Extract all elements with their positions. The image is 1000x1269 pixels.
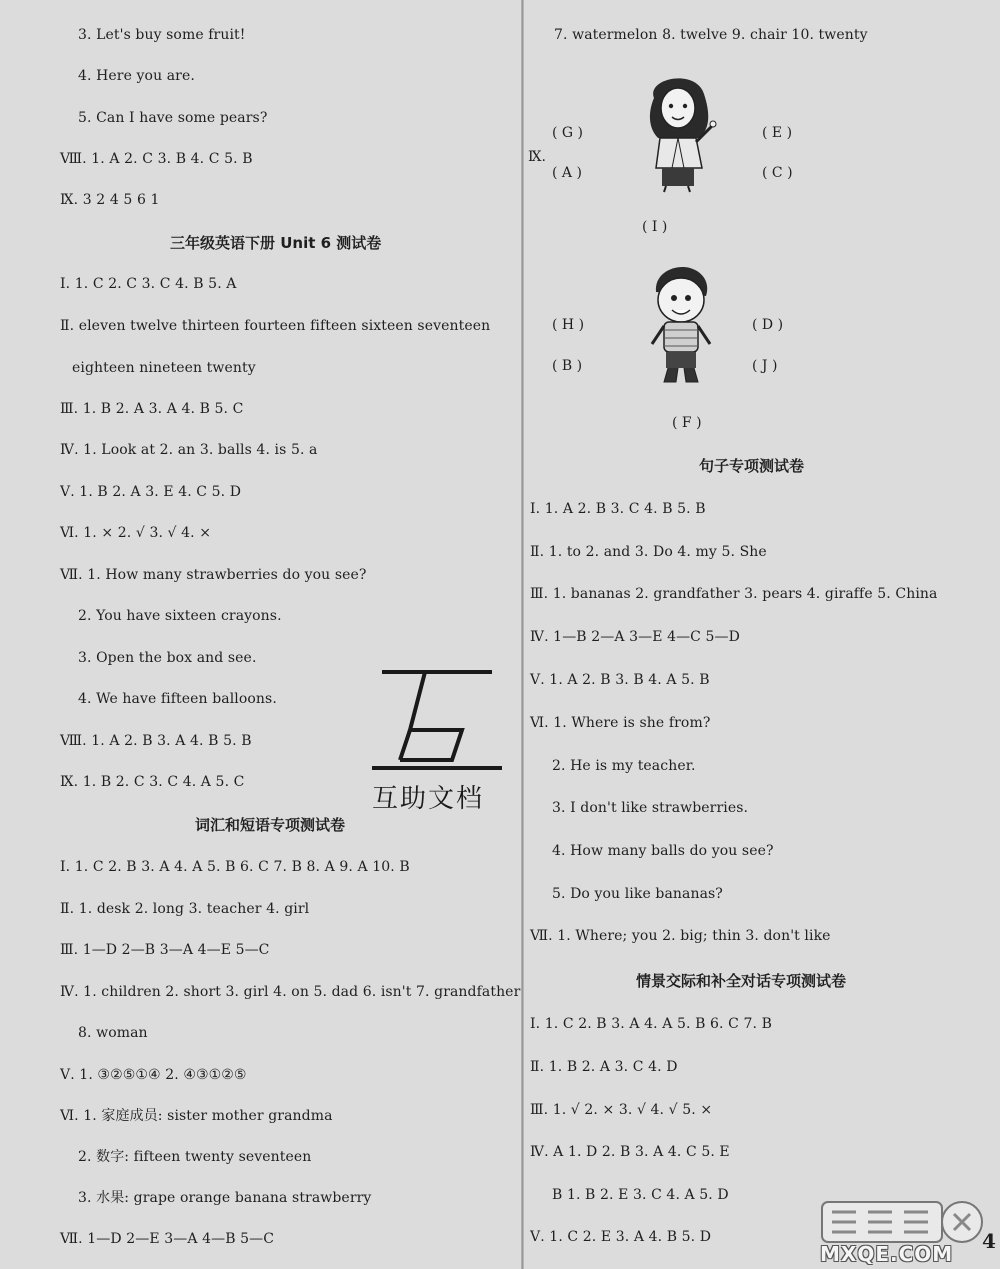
answer-bracket: ( D ) bbox=[752, 317, 784, 333]
boy-picture-icon bbox=[646, 262, 716, 386]
answer-line: 5. Do you like bananas? bbox=[552, 886, 723, 902]
answer-line: Ⅱ. eleven twelve thirteen fourteen fifteen sixteen seventeen bbox=[60, 318, 491, 334]
answer-line: Ⅰ. 1. A 2. B 3. C 4. B 5. B bbox=[530, 501, 706, 517]
answer-line: 2. You have sixteen crayons. bbox=[78, 608, 282, 624]
answer-line: Ⅳ. 1. children 2. short 3. girl 4. on 5. dad 6. isn't 7. grandfather bbox=[60, 984, 521, 1000]
answer-bracket: ( G ) bbox=[552, 125, 584, 141]
page-gutter bbox=[521, 0, 524, 1269]
answer-line: Ⅰ. 1. C 2. B 3. A 4. A 5. B 6. C 7. B 8. A 9. A 10. B bbox=[60, 859, 410, 875]
answer-line: Ⅳ. 1. Look at 2. an 3. balls 4. is 5. a bbox=[60, 442, 318, 458]
answer-line: Ⅱ. 1. desk 2. long 3. teacher 4. girl bbox=[60, 901, 310, 917]
answer-line: 2. 数字: fifteen twenty seventeen bbox=[78, 1149, 312, 1165]
answer-line: Ⅵ. 1. 家庭成员: sister mother grandma bbox=[60, 1108, 333, 1124]
answer-line: 2. He is my teacher. bbox=[552, 758, 696, 774]
answer-line: 3. Let's buy some fruit! bbox=[78, 27, 246, 43]
answer-line: Ⅸ. 1. B 2. C 3. C 4. A 5. C bbox=[60, 774, 245, 790]
answer-line: Ⅳ. 1—B 2—A 3—E 4—C 5—D bbox=[530, 629, 740, 645]
teacher-girl-picture-icon bbox=[636, 68, 720, 194]
section-heading-unit6: 三年级英语下册 Unit 6 测试卷 bbox=[170, 234, 382, 252]
answer-line: 3. Open the box and see. bbox=[78, 650, 257, 666]
answer-line: 4. We have fifteen balloons. bbox=[78, 691, 277, 707]
answer-bracket: ( J ) bbox=[752, 358, 778, 374]
answer-line: Ⅱ. 1. B 2. A 3. C 4. D bbox=[530, 1059, 678, 1075]
answer-bracket: ( C ) bbox=[762, 165, 793, 181]
answer-line: Ⅵ. 1. Where is she from? bbox=[530, 715, 711, 731]
answer-line: 8. woman bbox=[78, 1025, 148, 1041]
answer-line: Ⅴ. 1. B 2. A 3. E 4. C 5. D bbox=[60, 484, 242, 500]
answer-line: 3. I don't like strawberries. bbox=[552, 800, 749, 816]
answer-line: 4. Here you are. bbox=[78, 68, 195, 84]
answer-line: 7. watermelon 8. twelve 9. chair 10. twenty bbox=[554, 27, 868, 43]
answer-bracket: ( F ) bbox=[672, 415, 702, 431]
answer-line: Ⅴ. 1. C 2. E 3. A 4. B 5. D bbox=[530, 1229, 712, 1245]
site-logo-text: MXQE.COM bbox=[820, 1242, 954, 1266]
answer-line: eighteen nineteen twenty bbox=[72, 360, 256, 376]
answer-line: Ⅷ. 1. A 2. C 3. B 4. C 5. B bbox=[60, 151, 253, 167]
answer-line: Ⅶ. 1. Where; you 2. big; thin 3. don't like bbox=[530, 928, 831, 944]
section-heading-sentence: 句子专项测试卷 bbox=[699, 457, 805, 475]
answer-line: Ⅲ. 1. B 2. A 3. A 4. B 5. C bbox=[60, 401, 244, 417]
page-number: 4 bbox=[982, 1229, 997, 1253]
section-heading-dialog: 情景交际和补全对话专项测试卷 bbox=[636, 972, 847, 990]
section-label: Ⅸ. bbox=[528, 149, 546, 165]
answer-line: Ⅶ. 1—D 2—E 3—A 4—B 5—C bbox=[60, 1231, 275, 1247]
answer-line: 3. 水果: grape orange banana strawberry bbox=[78, 1190, 372, 1206]
answer-line: Ⅲ. 1—D 2—B 3—A 4—E 5—C bbox=[60, 942, 270, 958]
answer-line: Ⅴ. 1. ③②⑤①④ 2. ④③①②⑤ bbox=[60, 1067, 247, 1083]
answer-line: Ⅲ. 1. √ 2. × 3. √ 4. √ 5. × bbox=[530, 1102, 713, 1118]
answer-line: Ⅳ. A 1. D 2. B 3. A 4. C 5. E bbox=[530, 1144, 730, 1160]
answer-line: Ⅰ. 1. C 2. C 3. C 4. B 5. A bbox=[60, 276, 237, 292]
section-heading-vocab: 词汇和短语专项测试卷 bbox=[195, 816, 346, 834]
answer-bracket: ( A ) bbox=[552, 165, 582, 181]
answer-line: 5. Can I have some pears? bbox=[78, 110, 268, 126]
watermark-text: 互助文档 bbox=[372, 784, 485, 814]
answer-line: Ⅶ. 1. How many strawberries do you see? bbox=[60, 567, 367, 583]
answer-line: Ⅱ. 1. to 2. and 3. Do 4. my 5. She bbox=[530, 544, 767, 560]
answer-bracket: ( E ) bbox=[762, 125, 793, 141]
answer-bracket: ( H ) bbox=[552, 317, 585, 333]
answer-line: Ⅴ. 1. A 2. B 3. B 4. A 5. B bbox=[530, 672, 710, 688]
answer-line: Ⅲ. 1. bananas 2. grandfather 3. pears 4. giraffe 5. China bbox=[530, 586, 938, 602]
answer-line: Ⅷ. 1. A 2. B 3. A 4. B 5. B bbox=[60, 733, 252, 749]
answer-line: Ⅸ. 3 2 4 5 6 1 bbox=[60, 192, 160, 208]
answer-bracket: ( B ) bbox=[552, 358, 583, 374]
answer-line: 4. How many balls do you see? bbox=[552, 843, 774, 859]
answer-line: Ⅵ. 1. × 2. √ 3. √ 4. × bbox=[60, 525, 212, 541]
answer-line: B 1. B 2. E 3. C 4. A 5. D bbox=[552, 1187, 729, 1203]
answer-line: Ⅰ. 1. C 2. B 3. A 4. A 5. B 6. C 7. B bbox=[530, 1016, 772, 1032]
answer-bracket: ( I ) bbox=[642, 219, 668, 235]
